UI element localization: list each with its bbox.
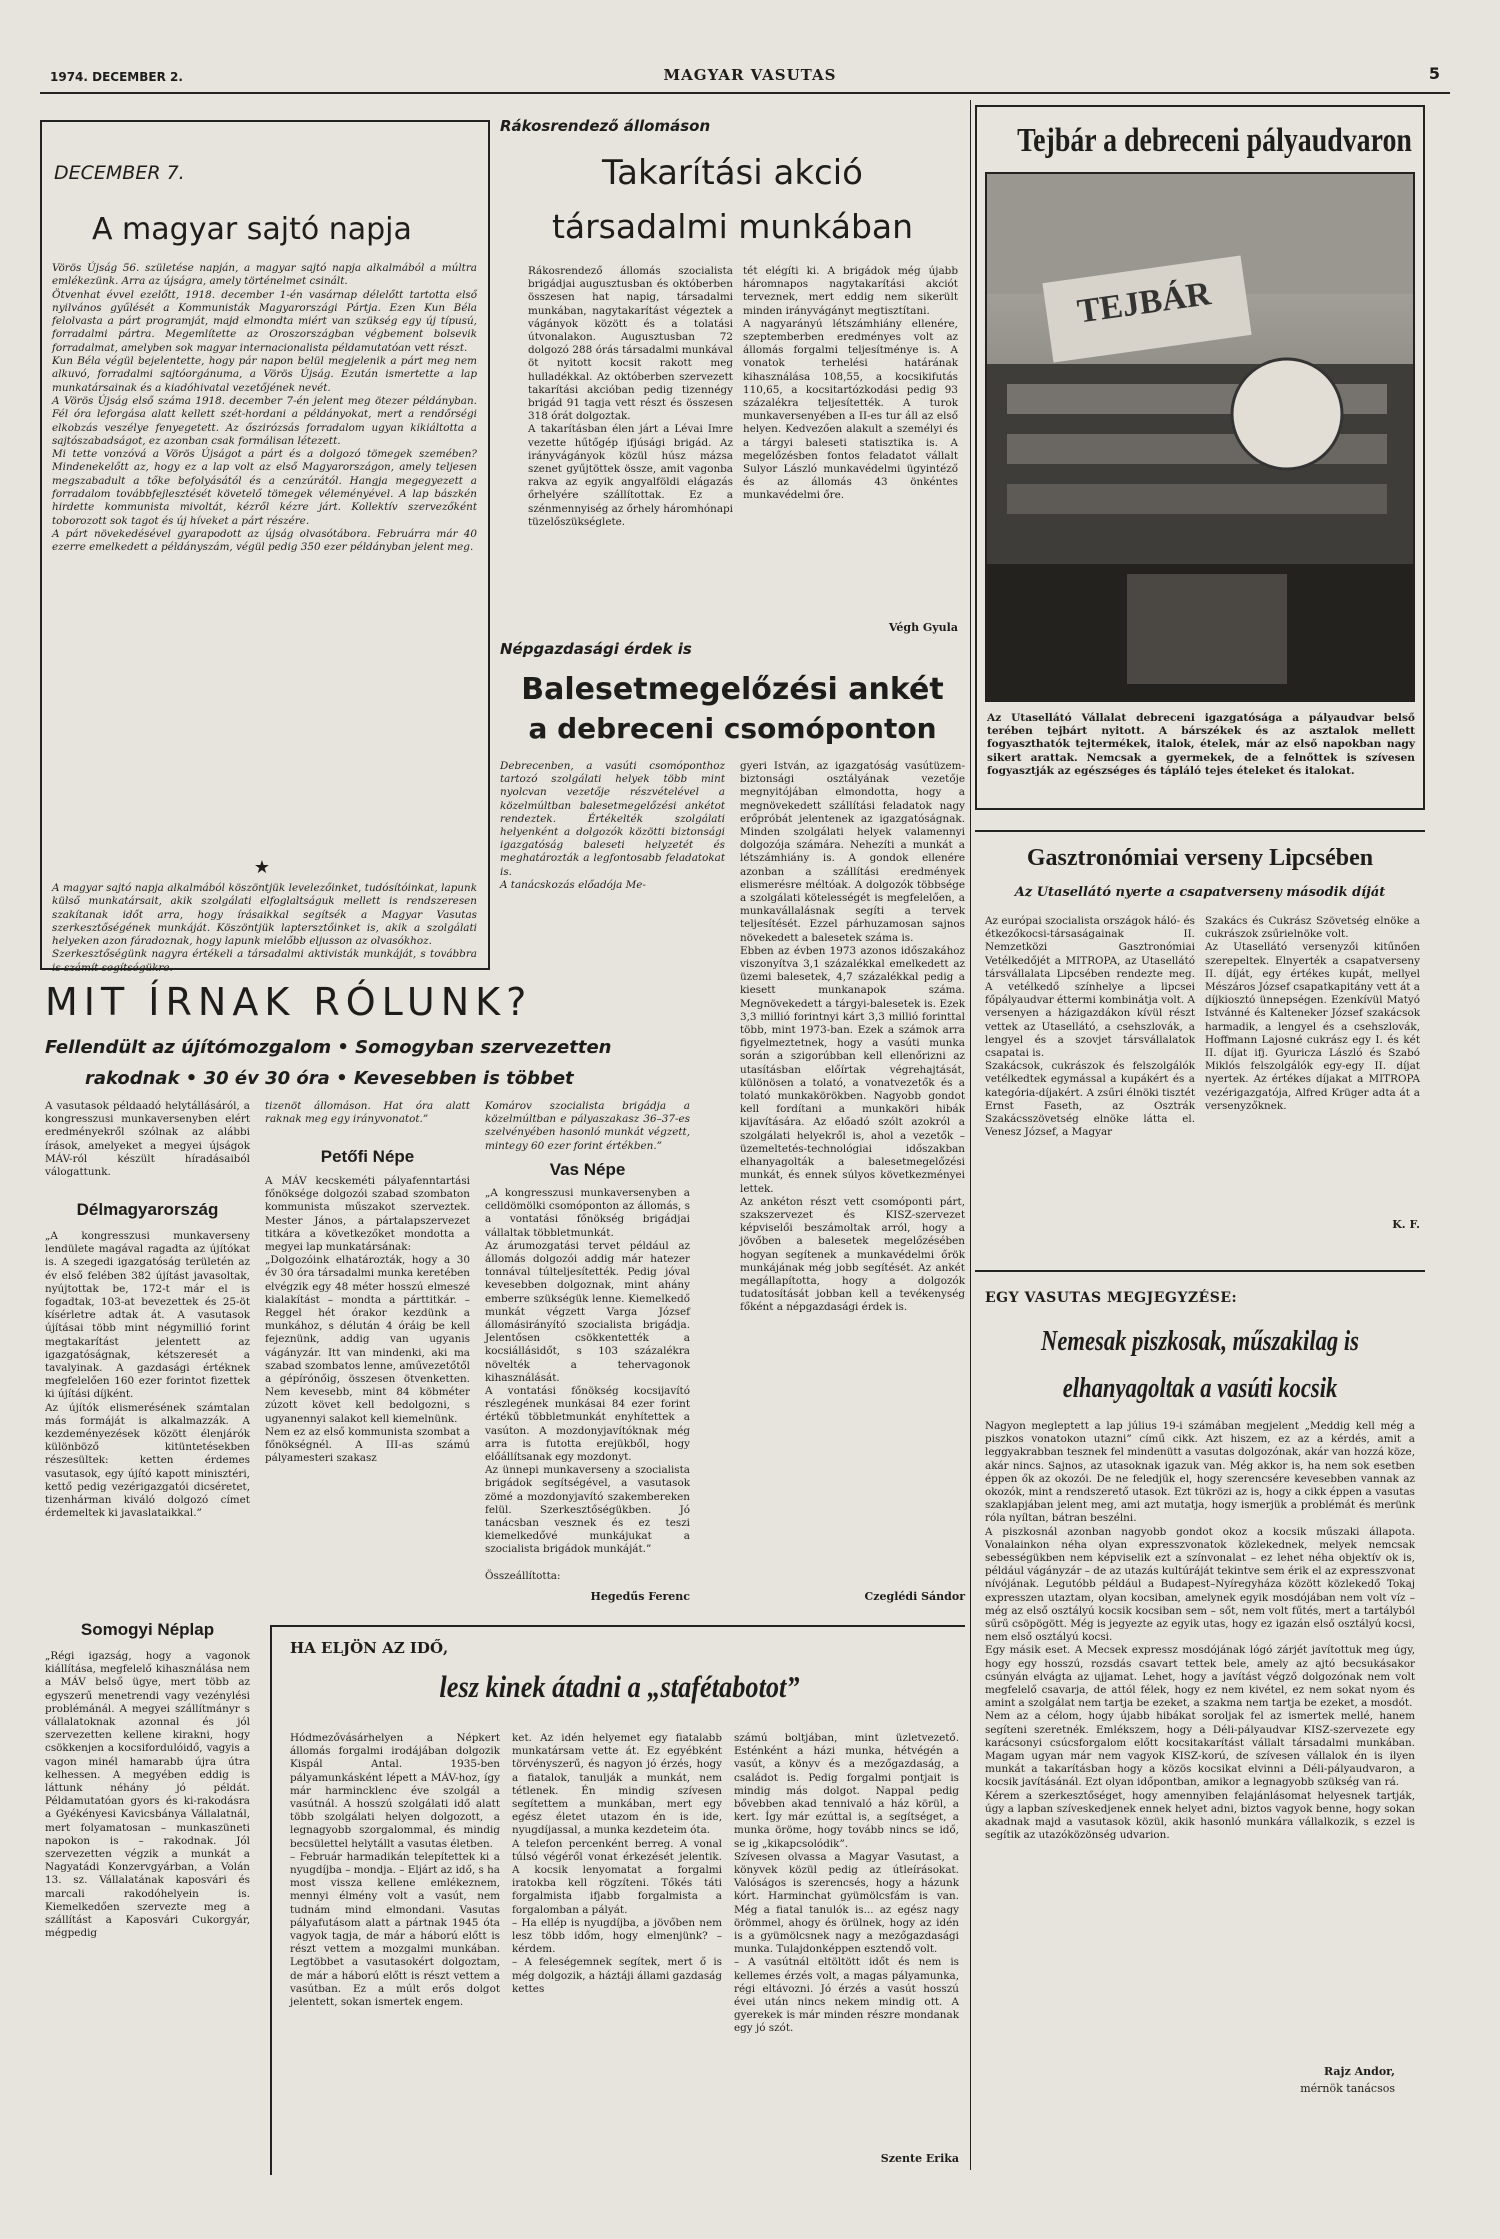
article-subtitle: elhanyagoltak a vasúti kocsik [1062, 1372, 1338, 1404]
author-name: Rajz Andor, [1324, 2065, 1395, 2078]
article-body: Vörös Újság 56. születése napján, a magyar sajtó napja alkalmából a múltra emlékezünk. Arra az újságra, amely történelmet csinált. Ötvenhat évvel ezelőtt, 1918. december 1-én vasárnap délelőtt tartotta első nyilvános gyűlését a Kommunisták Magyarországi Pártja. Ezen Kun Béla felolvasta a párt programját, majd elmondta miért van szükség egy új típusú, forradalmi pártra. Megemlítette az Oroszországban végbement bolsevik forradalmat, amelyben sok magyar internacionalista példamutatóan vett részt. Kun Béla végül bejelentette, hogy pár napon belül megjelenik a párt meg nem alkuvó, forradalmi sajtóorgánuma, a Vörös Újság. Ezután ismertette a lap munkatársainak és a kiadóhivatal vezetőjének nevét. A Vörös Újság első száma 1918. december 7-én jelent meg ötezer példányban. Fél óra leforgása alatt kellett szét-hordani a példányokat, mert a rendőrségi elkobzás veszélye fenyegetett. Az őszirózsás forradalom ugyan kikiáltotta a sajtószabadságot, ez azonban csak formálisan létezett. Mi tette vonzóvá a Vörös Újságot a párt és a dolgozó tömegek szemében? Mindenekelőtt az, hogy ez a lap volt az első Magyarországon, amely teljesen megszabadult a tőke befolyásától és a cenzúrától. Hangja megegyezett a forradalom továbbfejlesztését követelő tömegek véleményével. A lap bászkén hirdette kommunista mivoltát, kézről kézre járt. Kollektív szervezőként toborozott sok tagot és új híveket a párt részére. A párt növekedésével gyarapodott az újság olvasótábora. Februárra már 40 ezerre emelkedett a példányszám, végül pedig 350 ezer példányban jelent meg. [52, 262, 477, 554]
article-body-right: gyeri István, az igazgatóság vasútüzem-biztonsági osztályának vezetője megnyitójában elmondotta, hogy a megnövekedett szállítási feladatok nagy erőpróbát jelentenek az igazgatóságnak. Minden szolgálati helyek valamennyi dolgozója számára. Nehezíti a munkát a létszámhiány is. A gondok ellenére azonban a szállítási eredmények elismerésre méltóak. A dolgozók többsége a szolgálati kötelességét is megfelelően, a munkavállalásnak segíti a tervek teljesítését. Ezzel párhuzamosan sajnos növekedett a balesetek száma is. Ebben az évben 1973 azonos időszakához viszonyítva 3,1 százalékkal emelkedett az üzemi balesetek, 4,7 százalékkal pedig a kiesett munkanapok száma. Megnövekedett a tárgyi-balesetek is. Ezek 3,3 millió forintnyi kárt 3,3 millió forinttal több, mint 1973-ban. Ezek a számok arra figyelmeztetnek, hogy a vasúti munka során a szigorúbban kell ellenőrizni az utasításban előírtak végrehajtását, különösen a tolató, a vonatvezetők és a tolató munkakörökben. Nagyobb gondot kell fordítani a munkaköri hibák kijavítására. Az előadó szólt azokról a szolgálati helyekről is, ahol a vezetők – üzemeltetés-technológiai időszakban elhanyagolták a balesetmegelőzési munkát, és ennek súlyos következményei lettek. Az ankéton részt vett csomóponti párt, szakszervezet és KISZ-szervezet képviselői beszámoltak arról, hogy a jövőben a balesetek megelőzésében hogyan segítenek a munkavédelmi őrök munkájának még jobb segítését. Az ankét megállapította, hogy a dolgozók tudatosítását jobban kell a tevékenység főként a népgazdasági érdek is. [740, 760, 965, 1314]
cleanup-article [500, 105, 965, 640]
article-body-1: Hódmezővásárhelyen a Népkert állomás forgalmi irodájában dolgozik Kispál Antal. 1935-ben pályamunkásként lépett a MÁV-hoz, így már harmincklenc éve szolgál a vasútnál. A hosszú szolgálati idő alatt több szolgálati helyen dolgozott, a legnagyobb szorgalommal, és mindig becsülettel helytállt a vasutas életben. – Február harmadikán telepítettek ki a nyugdíjba – mondja. – Eljárt az idő, s ha most vissza kellene emlékeznem, mennyi élmény volt a vasút, nem tudnám mind elmondani. Vasutas pályafutásom alatt a pártnak 1945 óta vagyok tagja, de már a háború előtt is részt vettem a mozgalmi munkában. Legtöbbet a vasutasokért dolgoztam, de már a háború előtt is részt vettem a vasútban. Ez a múlt erős dolgot jelentett, sokan ismertek engem. [290, 1732, 500, 2009]
paper-continuation: tizenöt állomáson. Hat óra alatt raknak meg egy irányvonatot.” [265, 1100, 470, 1126]
staff-baton-article [270, 1625, 965, 2175]
section-subtitle-2: rakodnak • 30 év 30 óra • Kevesebben is többet [85, 1068, 574, 1089]
article-signature: Czeglédi Sándor [864, 1590, 965, 1603]
paper-vas-nepe: Vas Népe [549, 1160, 626, 1179]
milkbar-feature [975, 105, 1425, 810]
article-body-right: tét elégíti ki. A brigádok még újabb háromnapos nagytakarítási akciót terveznek, mert eddig nem sikerült minden irányvágányt megtisztítani. A nagyarányú létszámhiány ellenére, szeptemberben eredményes volt az állomás forgalmi teljesítménye is. A vonatok terhelési határának kihasználása 108,55, a kocsikifutás 110,65, a kocsitartózkodási pedig 93 százalékra teljesítették. A turok munkaversenyében a II-es tur áll az első helyen. Kedvezően alakult a személyi és a tárgyi baleseti statisztika is. A megelőzésben fontos feladatot vállalt Sulyor László munkavédelmi ügyintéző és az állomás 43 önkéntes munkavédelmi őre. [743, 265, 958, 502]
section-intro: A vasutasok példaadó helytállásáról, a kongresszusi munkaversenyben elért eredményekről szólnak az alábbi írások, amelyeket a megyei újságok MÁV-ról készült híradásaiból válogattunk. [45, 1100, 250, 1179]
article-title: Takarítási akció [602, 153, 863, 193]
paper-title: MAGYAR VASUTAS [663, 66, 837, 84]
paper-delmagyarorszag: Délmagyarország [76, 1200, 219, 1219]
article-title: Gasztronómiai verseny Lipcsében [1026, 845, 1374, 871]
somogyi-neplap [40, 1620, 260, 2180]
article-title: Balesetmegelőzési ankét [521, 672, 944, 707]
article-body-3: számú boltjában, mint üzletvezető. Esténként a házi munka, hétvégén a vasút, a könyv és a mezőgazdaság, a családot is. Pedig forgalmi pontjait is mindig más dolgot. Nappal pedig bővebben akad tennivaló a ház körül, a kert. Így már ezúttal is, a segítséget, a munka öröme, hogy tovább nincs se idő, se ig „kikapcsolódik”. Szívesen olvassa a Magyar Vasutast, a könyvek közül pedig az útleírásokat. Valóságos is szerencsés, hogy a házunk kórt. Harminchat gyümölcsfám is van. Még a fiatal tanulók is... az egész nagy örömmel, ahogy és örülnek, hogy az idén is a gyümölcsnek nagy a mezőgazdasági munka. Tulajdonképpen esztendő volt. – A vasútnál eltöltött időt és nem is kellemes érzés volt, a magas pályamunka, régi eltávozni. Jó érzés a vasút hosszú évei után nincs nekem mindig ott. A gyerekek is már minden részre mondanak egy jó szót. [734, 1732, 959, 2035]
paper-somogyi-neplap: Somogyi Néplap [80, 1620, 215, 1639]
article-body-2: ket. Az idén helyemet egy fiatalabb munkatársam vette át. Ez egyébként törvényszerű, és nagyon jó érzés, hogy a fiatalok, tanulják a munkát, nem tétlenek. Én mindig szívesen segítettem a munkában, mert egy egész életet utazom én is ide, nyugdíjassal, a munka kezdeteim óta. A telefon percenként berreg. A vonal túlsó végéről vonat érkezését jelentik. A kocsik lenyomatat a forgalmi iratokba kell rögzíteni. Tőkés táti forgalmista ifjabb forgalmista a forgalomban a pályát. – Ha ellép is nyugdíjba, a jövőben nem lesz több időm, hogy elmenjünk? – kérdem. – A feleségemnek segítek, mert ő is még dolgozik, a háztáji állami gazdaság kettes [512, 1732, 722, 1995]
article-body: Nagyon megleptett a lap július 19-i számában megjelent „Meddig kell még a piszkos vonatokon utazni” című cikk. Azt hiszem, ez az a kérdés, amit a leggyakrabban tesznek fel mindenütt a vasutas dolgozónak, akár van hozzá köze, akár nincs. Sajnos, az utasoknak igazuk van. Még akkor is, ha nem sok esetben éppen ők az okozói. De ne feledjük el, hogy szerencsére kevesebben vannak az okozók, mint a rendszerető utasok. Ezt tükrözi az is, hogy a cikk éppen a vasutas szaklapjában jelent meg, ami azt mutatja, hogy ismerjük a problémát és merünk róla nyíltan, bátran beszélni. A piszkosnál azonban nagyobb gondot okoz a kocsik műszaki állapota. Vonalainkon néha olyan expresszvonatok közlekednek, melyek nemcsak sebességükben nem képviselik ezt a színvonalat – ez lehet néha objektív ok is, például vágányzár – de az utazás kultúráját tekintve sem érik el az expresszvonat nívójának. Legutóbb például a Budapest–Nyíregyháza között közlekedő Tokaj expresszen utaztam, olyan kocsiban, amelynek egyik mosdójában nem volt víz – még az első osztályú kocsik kocsiban sem – sőt, nem volt fűtés, mert a tartályból sűrű csöpögött. Még is jegyezte az egyik utas, hogy ez igazán első osztályú kocsi, nem első osztályú kocsi. Egy másik eset. A Mecsek expressz mosdójának lógó zárjét javítottuk meg úgy, hogy egy hosszú, rozsdás csavart tettek bele, amely az ajtó becsukásakor csúnyán elvágta az ujjamat. Lehet, hogy a javítást végző dolgozónak nem volt megfelelő csavarja, de attól félek, hogy ez nem kivétel, ez nem sokat nyom és amint a szolgálat nem tartja be ezeket, a szakma nem tartja be ezeket, a mosdót. Nem az a célom, hogy újabb hibákat soroljak fel az ismertek mellé, hanem segíteni szeretnék. Emlékszem, hogy a Déli-pályaudvar KISZ-szervezete egy karácsonyi csúcsforgalom előtt kocsitakarítást vállalt társadalmi munkában. Magam ugyan már nem vagyok KISZ-korú, de szívesen vállalok én is ilyen munkát a takarításban hogy a közös kocsikat elvinni a Déli-pályaudvaron, a kocsik javításánál. Ezt olyan időpontban, amikor a legnagyobb szükség van rá. Kérem a szerkesztőséget, hogy amennyiben felajánlásomat helyesnek tartják, úgy a lapban szíveskedjenek ennek helyet adni, biztos vagyok benne, hogy sokan akadnak majd a vasutasok közül, akik hasonló munkára vállalkozik, s ezzel is segítik az utazóközönség udvarion. [985, 1420, 1415, 1842]
paper-delmagyarorszag-body: „A kongresszusi munkaverseny lendülete magával ragadta az újítókat is. A szegedi igazgatóság területén az év első felében 382 újítást javasoltak, nyújtottak be, 172-t már el is fogadtak, 103-at bevezettek és 25-öt kísérletre adtak át. A vasutasok újításai több mint négymillió forint megtakarítást jelentett az igazgatóságnak, kétszeresét a tavalyinak. A gazdasági értéknek megfelelően 160 ezer forintot fizettek ki újítási díjként. Az újítók elismerésének számtalan más formáját is alkalmazzák. A kezdeményezések között élenjárók különböző kitüntetésekben részesültek: ketten érdemes vasutasok, egy újító kapott minisztéri, kettő pedig vezérigazgatói dicséretet, tizenhárman kiváló dolgozó címet érdemeltek ki javaslataikkal.” [45, 1230, 250, 1520]
article-body-left: Rákosrendező állomás szocialista brigádjai augusztusban és októberben összesen hat napig, társadalmi munkában, nagytakarítást végeztek a vágányok között és a tolatási útvonalakon. Augusztusban 72 dolgozó 288 órás társadalmi munkával öt nyitott kocsit rakott meg hulladékkal. Az októberben szervezett takarítási akcióban pedig tizennégy brigád 91 tagja vett részt és összesen 318 órát dolgoztak. A takarításban élen járt a Lévai Imre vezette hűtőgép ifjúsági brigád. Az irányvágányok közül húsz mázsa szenet gyűjtöttek össze, amit vagonba rakva az egyik angyalföldi elágazás őrhelyére szállítottak. Ez a szénmennyiség az őrhely háromhónapi tüzelőszükséglete. [528, 265, 733, 528]
article-subtitle: a debreceni csomóponton [528, 712, 937, 745]
article-greeting: A magyar sajtó napja alkalmából köszöntjük levelezőinket, tudósítóinkat, lapunk külső munkatársait, akik szolgálati elfoglaltságuk mellett is rendszeresen szakítanak időt arra, hogy írásaikkal segítsék a Magyar Vasutas szerkesztőségének munkáját. Köszöntjük laptersztőinket is, akik a szolgálati helyeken azon fáradoznak, hogy lapunk mielőbb eljusson az olvasókhoz. Szerkesztőségünk nagyra értékeli a társadalmi aktivisták munkáját, s továbbra is számít segítségükre. [52, 882, 477, 974]
article-title: A magyar sajtó napja [92, 212, 412, 247]
paper-petofi-nepe-body: A MÁV kecskeméti pályafenntartási főnöksége dolgozói szabad szombaton kommunista műszakot szerveztek. Mester János, a pártalapszervezet titkára a következőket mondotta a megyei lap munkatársának: „Dolgozóink elhatározták, hogy a 30 év 30 óra társadalmi munka keretében elvégzik egy 48 méter hosszú elmeszé kialakítást – mondta a párttitkár. – Reggel hét órakor kezdünk a munkához, s délután 4 óráig be kell fejeznünk, addig van ugyanis vágányzár. Itt van mindenki, aki ma szabad szombatos lenne, aművezetőtől a gépírónőig, összesen ötvenketten. Nem kevesebb, mint 84 köbméter zúzott követ kell bedolgozni, s ugyanennyi salakot kell kiemelnünk. Nem ez az első kommunista szombat a főnökségnél. A III-as számú pályamesteri szakasz [265, 1175, 470, 1465]
railway-note-article [975, 1270, 1425, 2170]
press-review-section [40, 975, 965, 1615]
article-date-label: DECEMBER 7. [54, 162, 185, 184]
gastro-article [975, 830, 1425, 1250]
page-number: 5 [1428, 64, 1440, 83]
photo-caption: Az Utasellátó Vállalat debreceni igazgatósága a pályaudvar belső terében tejbárt nyitott. A bárszékek és az asztalok mellett fogyaszthatók tejtermékek, italok, ételek, már az első napokban nagy sikert arattak. Nemcsak a gyermekek, de a felnőttek is szívesen fogyasztják az egészséges és tápláló tejes ételeket és italokat. [987, 712, 1415, 777]
article-body-right: Szakács és Cukrász Szövetség elnöke a cukrászok zsűrielnöke volt. Az Utasellátó versenyzői kitűnően szerepeltek. Elnyerték a csapatverseny II. díját, egy értékes kupát, mellyel Mészáros József csapatkapitány vett át a díjkiosztó ünnepségen. Ezenkívül Matyó Istvánné és Kalteneker József szakácsok harmadik, a lengyel és a csehszlovák, Hoffmann Lajosné cukrász egy I. és két II. díjat ifj. Gyuricza László és Szabó Miklós felszolgálók egy-egy II. díjat nyertek. Az értékes díjakat a MITROPA vezérigazgatója, Alfred Krüger adta át a versenyzőknek. [1205, 915, 1420, 1112]
photo-sign: TEJBÁR [1075, 275, 1214, 331]
article-subtitle: társadalmi munkában [551, 207, 914, 246]
milkbar-photo [985, 172, 1415, 702]
article-title: lesz kinek átadni a „stafétabotot” [439, 1669, 800, 1704]
article-title: Nemesak piszkosak, műszakilag is [1041, 1325, 1359, 1357]
section-subtitle-1: Fellendült az újítómozgalom • Somogyban szervezetten [45, 1037, 612, 1058]
column-rule [970, 100, 971, 2170]
article-signature: Végh Gyula [888, 621, 958, 634]
article-signature: K. F. [1392, 1218, 1420, 1231]
feature-title: Tejbár a debreceni pályaudvaron [1017, 122, 1412, 159]
article-kicker: EGY VASUTAS MEGJEGYZÉSE: [985, 1290, 1238, 1306]
article-body-left: Az európai szocialista országok háló- és étkezőkocsi-társaságainak II. Nemzetközi Gasztronómiai Vetélkedőjét a MITROPA, az Utasellátó társvállalata Lipcsében rendezte meg. A vetélkedő színhelye a lipcsei főpályaudvar éttermi kombinátja volt. A versenyen a házigazdákon kívül részt vettek az Utasellátó, a csehszlovák, a lengyel és a szovjet társvállalatok csapatai is. Szakácsok, cukrászok és felszolgálók vetélkedtek egymással a kupákért és a kategória-díjakért. A zsűri élnöki tisztét Ernst Faseth, az Osztrák Szakácsszövetség elnöke látta el. Venesz József, a Magyar [985, 915, 1196, 1139]
star-separator: ★ [253, 857, 271, 878]
article-kicker: HA ELJÖN AZ IDŐ, [290, 1639, 449, 1657]
author-title: mérnök tanácsos [1300, 2082, 1395, 2095]
article-subtitle: Az Utasellátó nyerte a csapatverseny második díját [1014, 885, 1386, 900]
article-body-left: Debrecenben, a vasúti csomóponthoz tartozó szolgálati helyek több mint nyolcvan vezetője részvételével a közelmúltban balesetmegelőzési ankétot rendeztek. Értékelték szolgálati helyenként a dolgozók közötti biztonsági igazgatóság baleseti helyzetét és meghatározták a legfontosabb feladatokat is. A tanácskozás előadója Me- [500, 760, 725, 891]
press-day-article [40, 120, 490, 974]
photo-shapes [987, 174, 1413, 700]
paper-somogyi-neplap-body: „Régi igazság, hogy a vagonok kiállítása, megfelelő kihasználása nem a MÁV belső ügye, mert több az egyszerű menetrendi vagy vezénylési problémánál. A megyei szállítmányr s vállalatoknak azonnal és jól szervezetten kellene kirakni, hogy csökkenjen a kocsifordulóidő, vagyis a vagon minél hamarabb újra útra kelhessen. A megyében eddig is láttunk néhány jó példát. Példamutatóan gyors és ki-rakodásra a Gyékényesi Kavicsbánya Vállalatnál, mert folyamatosan – munkaszüneti napokon is – rakodnak. Jól szervezetten végzik a munkát a Nagyatádi Konzervgyárban, a Volán 13. sz. Vállalatának kaposvári és marcali rakodóhelyein is. Kiemelkedően szervezte meg a szállítást a Kaposvári Cukorgyár, mégpedig [45, 1650, 250, 1940]
article-kicker: Rákosrendező állomáson [500, 117, 711, 135]
article-signature: Szente Erika [880, 2152, 959, 2165]
paper-petofi-nepe: Petőfi Népe [320, 1147, 415, 1166]
paper-continuation-2: Komárov szocialista brigádja a közelmúltban e pályaszakasz 36–37-es szelvényében hasonló munkát végzett, mintegy 60 ezer forint értékben.” [485, 1100, 690, 1152]
issue-date: 1974. DECEMBER 2. [50, 70, 183, 84]
compiler-name: Hegedűs Ferenc [590, 1590, 690, 1603]
section-rule [975, 830, 1425, 832]
section-title: MIT ÍRNAK RÓLUNK? [45, 980, 533, 1024]
section-rule [975, 1270, 1425, 1272]
masthead-rule [40, 92, 1450, 94]
article-kicker: Népgazdasági érdek is [500, 640, 692, 658]
paper-vas-nepe-body: „A kongresszusi munkaversenyben a celldömölki csomóponton az állomás, s a vontatási főnökség brigádjai vállaltak többletmunkát. Az árumozgatási tervet például az állomás dolgozói addig már hatezer tonnával túlteljesítették. Pedig jóval kevesebben dolgoznak, mint ahány emberre szükségük lenne. Kiemelkedő munkát végzett Varga József állomásirányító szocialista brigádja. Jelentősen csökkentették a kocsiállásidőt, s 103 százalékra növelték a tehervagonok kihasználását. A vontatási főnökség kocsijavító részlegének munkásai 84 ezer forint értékű többletmunkát enyhítettek a vasúton. A mozdonyjavítóknak még arra is futotta erejükből, hogy előállítsanak egy mozdonyt. Az ünnepi munkaverseny a szocialista brigádok segítségével, a vasutasok zömé a mozdonyjavító szakembereken felül. Szerkesztőségükben. Jó tanácsban vesznek és ez teszi kiemelkedővé munkájukat a szocialista brigádok munkáját.” Összeállította: [485, 1187, 690, 1582]
